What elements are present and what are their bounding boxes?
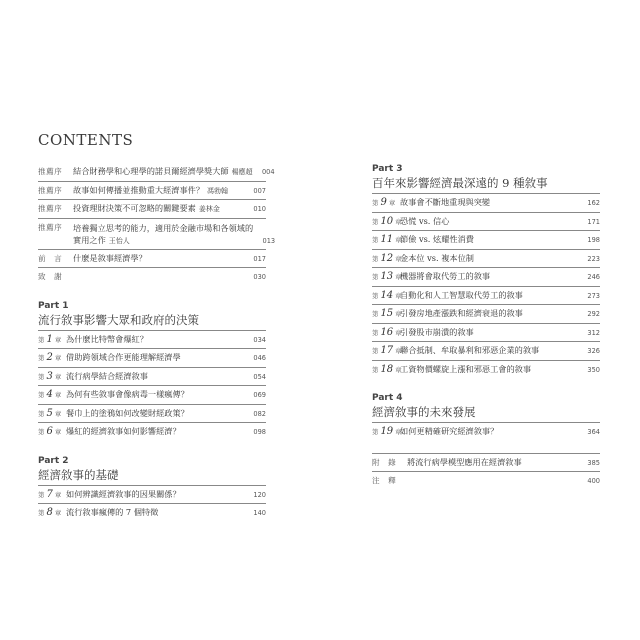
notes-row[interactable] [372,472,600,490]
chapter-number: 第 6 章 [38,426,62,437]
chapter-row[interactable] [372,361,600,379]
chapter-number: 第 14 章 [372,289,402,301]
chapter-title: 金本位 vs. 複本位制 [400,252,474,263]
chapter-row[interactable] [372,231,600,249]
preface-author: 王怡人 [108,236,130,245]
page-number: 364 [587,428,600,436]
page-number: 017 [253,254,266,263]
chapter-title: 故事會不斷地重現與突變 [400,197,491,207]
chapter-number: 第 11 章 [372,234,402,245]
preface-row[interactable] [38,200,266,218]
chapter-row[interactable] [38,405,266,423]
chapter-row[interactable] [372,305,600,323]
preface-row[interactable] [38,250,266,268]
part-label: Part 1 [38,300,69,311]
chapter-title: 借助跨領域合作更能理解經濟學 [66,352,181,362]
chapter-row[interactable] [372,423,600,441]
page-number: 223 [587,254,600,263]
part-2-section [38,455,266,522]
page-number: 400 [587,477,600,485]
right-column [372,163,600,490]
page-number: 054 [253,372,266,381]
chapter-row[interactable] [372,287,600,305]
page-number: 098 [253,428,266,436]
appendix-label: 附 錄 [372,457,397,467]
page-number: 069 [253,391,266,399]
chapter-title: 引發股市崩潰的敘事 [400,326,474,337]
part-title: 經濟敘事的基礎 [38,467,119,482]
part-1-section [38,300,266,441]
preface-label: 推薦序 [38,204,63,213]
page-number: 292 [587,310,600,318]
page-number: 246 [587,273,600,281]
contents-heading: CONTENTS [38,131,134,149]
chapter-number: 第 15 章 [372,308,402,319]
preface-label: 推薦序 [38,185,63,195]
page-number: 046 [253,354,266,362]
page-number: 034 [253,335,266,344]
chapter-row[interactable] [372,342,600,360]
chapter-row[interactable] [372,324,600,342]
preface-label: 推薦序 [38,222,63,232]
page-number: 326 [587,347,600,355]
preface-row[interactable] [38,268,266,286]
part-title: 經濟敘事的未來發展 [372,405,476,419]
preface-row[interactable] [38,219,276,249]
preface-author: 姜林金 [198,205,220,213]
chapter-row[interactable] [372,213,600,231]
chapter-row[interactable] [38,423,266,441]
part-label: Part 2 [38,455,69,466]
page-number: 007 [253,186,266,195]
page-number: 385 [587,458,600,467]
chapter-row[interactable] [38,486,266,504]
part-label: Part 4 [372,393,403,403]
page-number: 140 [253,509,266,517]
page-number: 198 [587,236,600,244]
chapter-title: 聯合抵制、牟取暴利和邪惡企業的敘事 [400,345,540,355]
page-number: 030 [253,273,266,281]
chapter-title: 爆紅的經濟敘事如何影響經濟？ [66,426,181,436]
page-number: 004 [261,168,275,176]
chapter-number: 第 18 章 [372,363,402,375]
appendix-row[interactable] [372,454,600,472]
chapter-number: 第 19 章 [372,426,402,437]
preface-label: 前 言 [38,253,63,263]
preface-title: 故事如何傳播並推動重大經濟事件？ 馮勃翰 [73,184,229,195]
chapter-number: 第 3 章 [38,370,62,382]
chapter-number: 第 1 章 [38,333,62,345]
part-4-section [372,392,600,490]
chapter-number: 第 17 章 [372,345,402,356]
chapter-row[interactable] [372,194,600,212]
page-number: 273 [587,291,600,300]
preface-title: 培養獨立思考的能力，適用於金融市場和各領域的 實用之作 王怡人 [73,222,254,245]
chapter-row[interactable] [372,268,600,286]
part-3-section [372,163,600,378]
chapter-title: 為何有些敘事會像病毒一樣瘋傳？ [66,389,189,399]
page-number: 013 [262,236,276,245]
chapter-row[interactable] [38,504,266,522]
chapter-row[interactable] [38,349,266,367]
preface-row[interactable] [38,163,275,181]
chapter-row[interactable] [372,250,600,268]
chapter-title: 如何辨識經濟敘事的因果關係？ [66,488,181,499]
appendix-title: 將流行病學模型應用在經濟敘事 [407,456,522,467]
chapter-title: 自動化和人工智慧取代勞工的敘事 [400,289,523,300]
chapter-number: 第 13 章 [372,271,402,282]
page-number: 162 [587,199,600,207]
preface-title: 什麼是敘事經濟學？ [73,252,147,263]
page-number: 350 [587,365,600,374]
preface-title: 投資理財決策不可忽略的關鍵要素 姜林金 [73,203,220,213]
page-number: 120 [253,490,266,499]
chapter-title: 流行病學結合經濟敘事 [66,370,148,381]
notes-label: 注 釋 [372,476,397,485]
chapter-title: 工資物價螺旋上漲和邪惡工會的敘事 [400,363,532,374]
preface-row[interactable] [38,182,266,200]
page-number: 171 [587,217,600,226]
preface-label: 致 謝 [38,272,63,281]
part-title: 百年來影響經濟最深遠的 9 種敘事 [372,176,548,190]
chapter-number: 第 16 章 [372,326,402,338]
preface-label: 推薦序 [38,167,63,176]
chapter-title: 餐巾上的塗鴉如何改變財經政策？ [66,407,189,418]
chapter-number: 第 5 章 [38,407,62,419]
chapter-number: 第 10 章 [372,215,402,227]
chapter-title: 如何更精確研究經濟敘事？ [400,426,499,436]
page-number: 010 [253,205,266,213]
preface-list [38,163,276,286]
page-number: 312 [587,328,600,337]
chapter-title: 機器將會取代勞工的敘事 [400,271,491,281]
preface-author: 馮勃翰 [207,186,229,195]
chapter-number: 第 8 章 [38,507,62,518]
chapter-title: 節儉 vs. 炫耀性消費 [400,234,474,244]
chapter-number: 第 12 章 [372,252,402,264]
chapter-title: 為什麼比特幣會爆紅？ [66,333,148,344]
chapter-row[interactable] [38,368,266,386]
preface-author: 楊應超 [231,168,253,176]
chapter-number: 第 2 章 [38,352,62,363]
chapter-number: 第 4 章 [38,389,62,400]
part-title: 流行敘事影響大眾和政府的決策 [38,312,199,327]
chapter-row[interactable] [38,386,266,404]
chapter-number: 第 7 章 [38,488,62,500]
part-label: Part 3 [372,164,403,174]
left-column [38,163,276,522]
preface-title: 結合財務學和心理學的諾貝爾經濟學獎大師 楊應超 [73,166,253,176]
chapter-number: 第 9 章 [372,197,396,208]
chapter-title: 流行敘事瘋傳的 7 個特徵 [66,507,159,517]
chapter-title: 恐慌 vs. 信心 [400,215,450,226]
chapter-title: 引發房地產漲跌和經濟衰退的敘事 [400,308,523,318]
chapter-row[interactable] [38,331,266,349]
page-number: 082 [253,409,266,418]
